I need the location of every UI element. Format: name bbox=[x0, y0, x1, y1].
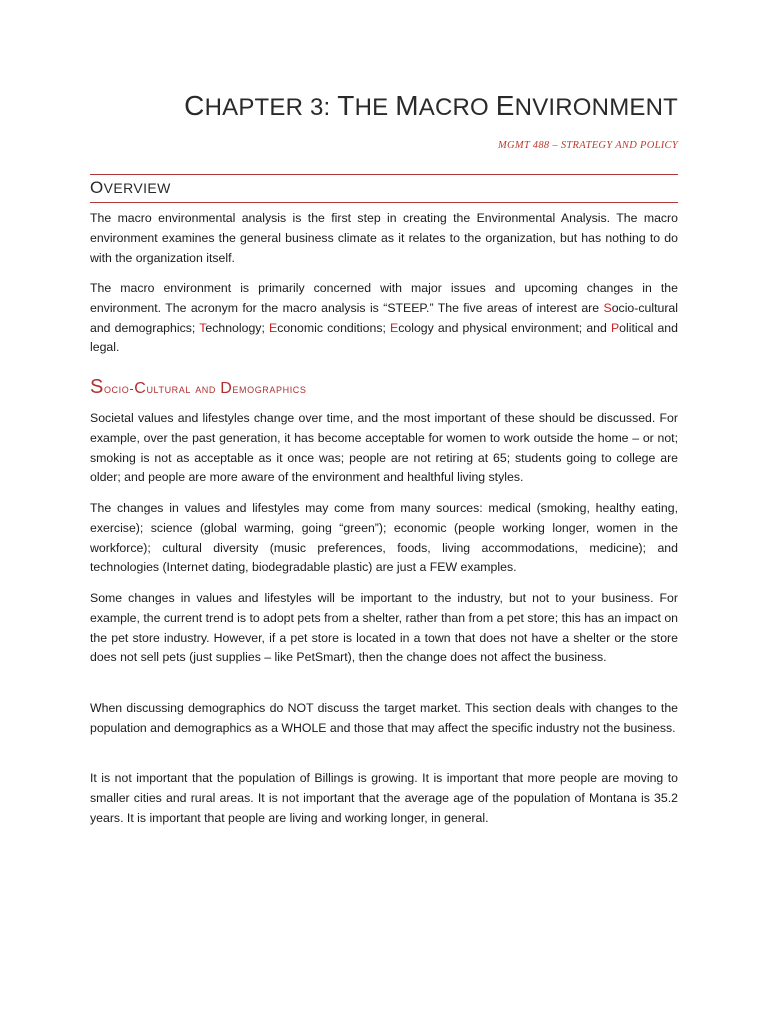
socio-paragraph-4: When discussing demographics do NOT discuss the target market. This section deals with changes to the population and demographics as a WHOLE and those that may affect the specific industry not the business. bbox=[90, 701, 678, 735]
steep-letter: T bbox=[199, 320, 206, 335]
steep-text: olitical and legal. bbox=[90, 320, 678, 355]
heading-part: O bbox=[90, 178, 104, 197]
title-part: T bbox=[337, 90, 355, 121]
overview-heading bbox=[90, 178, 171, 198]
title-part: C bbox=[184, 90, 205, 121]
divider bbox=[90, 202, 678, 203]
steep-text: conomic conditions; bbox=[277, 320, 391, 335]
socio-paragraph-2: The changes in values and lifestyles may come from many sources: medical (smoking, healthy eating, exercise); science (global warming, going “green”); economic (people working longer, women in the workforce); cultural diversity (music preferences, foods, living accommodations, medicine); and technologies (Internet dating, biodegradable plastic) are just a FEW examples. bbox=[90, 501, 678, 575]
socio-cultural-heading bbox=[90, 376, 307, 399]
title-part: E bbox=[495, 90, 515, 121]
title-part: M bbox=[395, 90, 419, 121]
steep-text: cology and physical environment; and bbox=[398, 320, 611, 335]
heading-part: C bbox=[134, 380, 147, 397]
overview-paragraph-2 bbox=[90, 279, 678, 358]
heading-part: S bbox=[90, 376, 104, 398]
steep-text: echnology; bbox=[205, 320, 269, 335]
divider bbox=[90, 174, 678, 175]
overview-paragraph-1: The macro environmental analysis is the first step in creating the Environmental Analysis. The macro environment examines the general business climate as it relates to the organization, but has nothing to do with the organization itself. bbox=[90, 211, 678, 265]
heading-part: D bbox=[220, 380, 233, 397]
socio-paragraph-1: Societal values and lifestyles change over time, and the most important of these should be discussed. For example, over the past generation, it has become acceptable for women to work outside the home – or not; smoking is not as acceptable as it once was; people are not retiring at 65; students going to college are older; and people are more aware of the environment and healthful living styles. bbox=[90, 411, 678, 485]
chapter-title bbox=[184, 90, 678, 122]
steep-letter: S bbox=[603, 300, 612, 315]
course-subtitle: MGMT 488 – STRATEGY AND POLICY bbox=[497, 140, 678, 151]
heading-part: VERVIEW bbox=[103, 180, 171, 196]
heading-part: ultural and bbox=[146, 381, 221, 396]
steep-text: ocio-cultural and demographics; bbox=[90, 300, 678, 335]
socio-paragraph-5: It is not important that the population of Billings is growing. It is important that more people are moving to smaller cities and rural areas. It is not important that the average age of the population of Montana is 35.2 years. It is important that people are living and working longer, in general. bbox=[90, 771, 678, 825]
socio-paragraph-3: Some changes in values and lifestyles will be important to the industry, but not to your business. For example, the current trend is to adopt pets from a shelter, rather than from a pet store; this has an impact on the pet store industry. However, if a pet store is located in a town that does not have a shelter or the store does not sell pets (just supplies – like PetSmart), then the change does not affect the business. bbox=[90, 591, 678, 665]
steep-letter: P bbox=[610, 320, 620, 335]
heading-part: ocio- bbox=[103, 381, 135, 396]
steep-letter: E bbox=[390, 320, 399, 335]
title-part: HE bbox=[354, 94, 396, 121]
paragraph-text: The macro environment is primarily concerned with major issues and upcoming changes in the environment. The acronym for the macro analysis is “STEEP.” The five areas of interest are bbox=[90, 281, 678, 315]
title-part: HAPTER 3: bbox=[204, 94, 338, 121]
steep-letter: E bbox=[268, 320, 278, 335]
heading-part: emographics bbox=[232, 381, 307, 396]
title-part: ACRO bbox=[418, 94, 496, 121]
title-part: NVIRONMENT bbox=[514, 94, 678, 121]
